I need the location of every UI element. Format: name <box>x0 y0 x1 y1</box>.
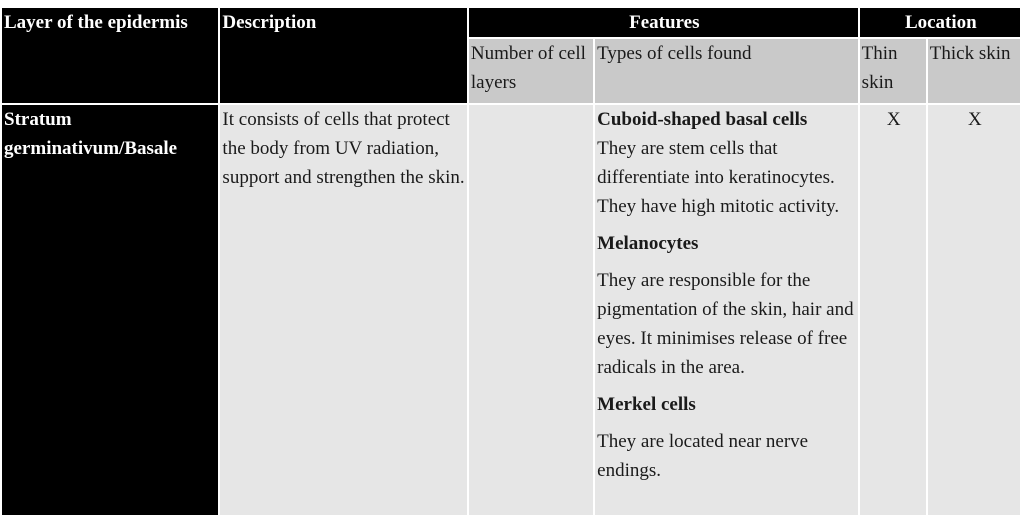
epidermis-table <box>0 6 1022 517</box>
layer-description: It consists of cells that protect the body from UV radiation, support and strengthen the skin. <box>220 105 466 515</box>
thick-skin-mark: X <box>928 105 1020 515</box>
cell-types-list <box>595 105 858 515</box>
header-layer: Layer of the epidermis <box>2 8 218 103</box>
header-thick-skin: Thick skin <box>928 39 1020 103</box>
cell-type-description: They are located near nerve endings. <box>597 431 809 481</box>
thin-skin-mark: X <box>860 105 926 515</box>
number-of-cell-layers <box>469 105 593 515</box>
header-types-of-cells: Types of cells found <box>595 39 858 103</box>
header-location: Location <box>860 8 1020 37</box>
header-thin-skin: Thin skin <box>860 39 926 103</box>
layer-name: Stratum germinativum/Basale <box>2 105 218 515</box>
cell-type-name: Cuboid-shaped basal cells <box>597 109 808 130</box>
header-features: Features <box>469 8 858 37</box>
table-row <box>2 105 1020 515</box>
cell-type-description: They are stem cells that differentiate into keratinocytes. They have high mitotic activity. <box>597 138 840 217</box>
cell-type-description: They are responsible for the pigmentation of the skin, hair and eyes. It minimises release of free radicals in the area. <box>597 270 854 378</box>
header-description: Description <box>220 8 466 103</box>
cell-type-name: Merkel cells <box>597 394 696 415</box>
header-number-of-cell-layers: Number of cell layers <box>469 39 593 103</box>
cell-type-name: Melanocytes <box>597 233 699 254</box>
